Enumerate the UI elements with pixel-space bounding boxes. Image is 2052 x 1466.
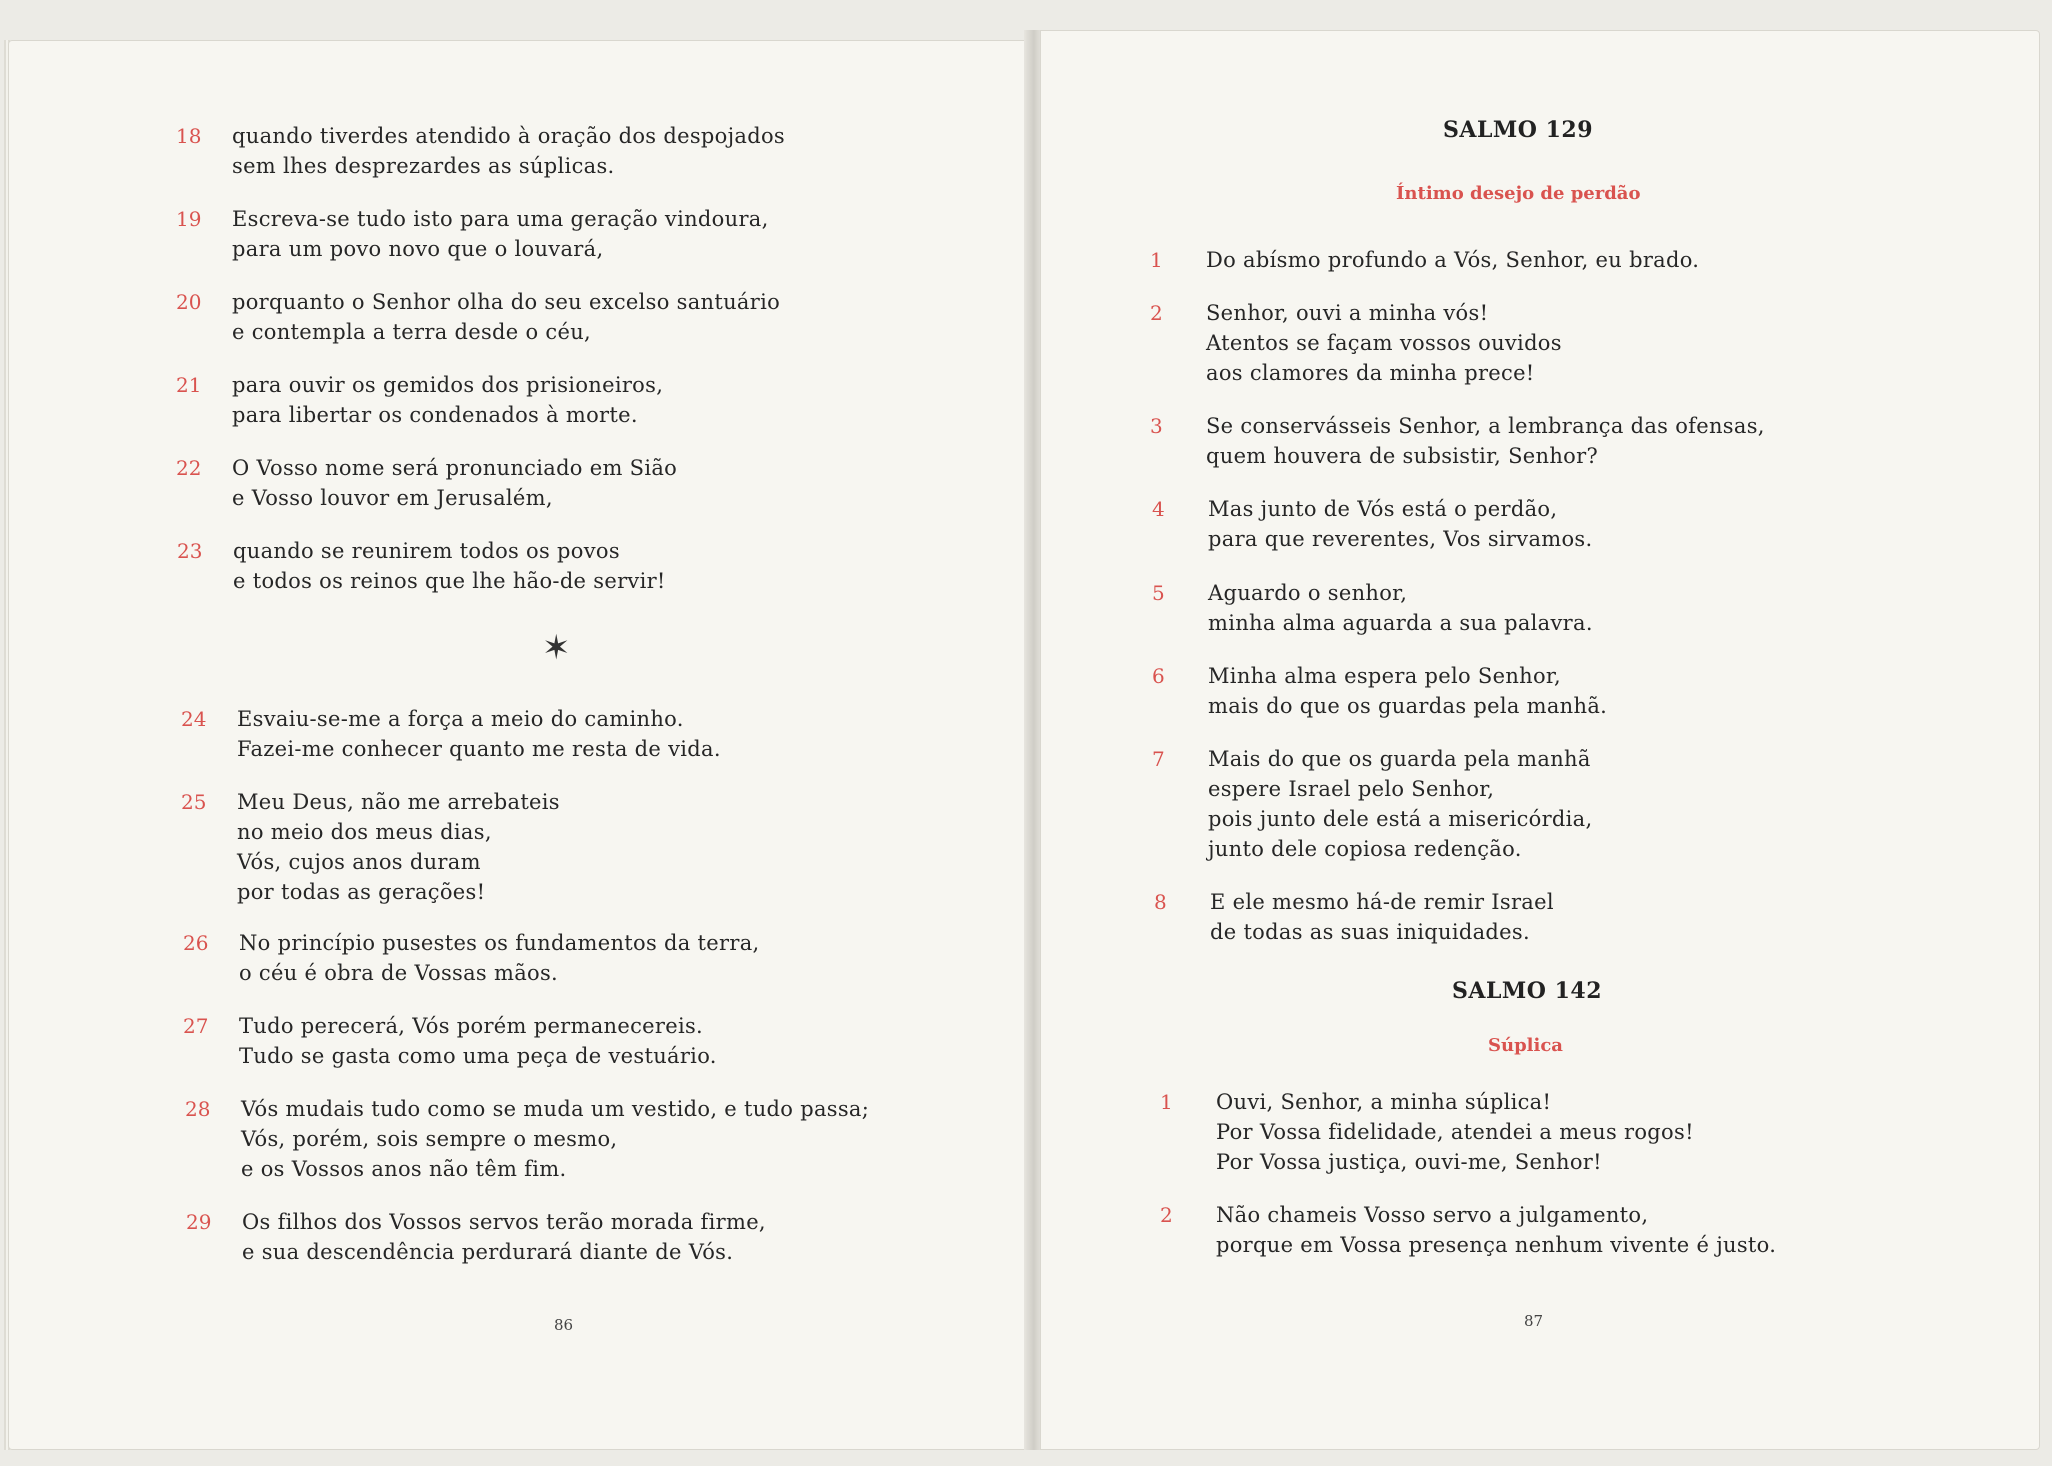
verse (176, 287, 780, 347)
page-number-right: 87 (1524, 1312, 1544, 1330)
verse-line: Por Vossa fidelidade, atendei a meus rogos! (1216, 1120, 1694, 1144)
verse-number: 22 (176, 456, 202, 480)
verse-line: junto dele copiosa redenção. (1208, 837, 1522, 861)
verse-line: quando se reunirem todos os povos (233, 539, 620, 563)
verse (185, 1094, 869, 1184)
verse-line: para que reverentes, Vos sirvamos. (1208, 527, 1593, 551)
verse-line: no meio dos meus dias, (237, 820, 492, 844)
verse-text (232, 204, 769, 264)
verse-line: e sua descendência perdurará diante de Vós. (242, 1240, 734, 1264)
verse-number: 19 (176, 207, 202, 231)
verse-line: Senhor, ouvi a minha vós! (1206, 301, 1489, 325)
verse-line: o céu é obra de Vossas mãos. (239, 961, 559, 985)
verse (181, 704, 721, 764)
verse-line: aos clamores da minha prece! (1206, 361, 1535, 385)
verse-line: Se conservásseis Senhor, a lembrança das ofensas, (1206, 414, 1765, 438)
verse (1152, 661, 1607, 721)
page-number-left: 86 (554, 1316, 574, 1334)
verse-line: Ouvi, Senhor, a minha súplica! (1216, 1090, 1552, 1114)
verse-text (1216, 1087, 1694, 1177)
verse-number: 23 (177, 539, 203, 563)
psalm-129-title: SALMO 129 (1443, 117, 1594, 143)
verse-line: por todas as gerações! (237, 880, 486, 904)
verse (176, 370, 663, 430)
verse (183, 1011, 717, 1071)
verse-text (1210, 887, 1554, 947)
verse-number: 7 (1152, 747, 1165, 771)
psalm-142-subtitle: Súplica (1488, 1035, 1563, 1056)
verse-number: 29 (186, 1210, 212, 1234)
verse-line: porque em Vossa presença nenhum vivente é justo. (1216, 1233, 1777, 1257)
verse-number: 18 (176, 124, 202, 148)
verse-line: para libertar os condenados à morte. (232, 403, 638, 427)
verse-number: 2 (1150, 301, 1163, 325)
verse-text (237, 787, 560, 907)
verse (176, 121, 785, 181)
verse (1150, 411, 1765, 471)
verse-text (232, 121, 785, 181)
verse-text (232, 453, 677, 513)
verse-line: Esvaiu-se-me a força a meio do caminho. (237, 707, 684, 731)
verse-line: Não chameis Vosso servo a julgamento, (1216, 1203, 1649, 1227)
verse-line: e Vosso louvor em Jerusalém, (232, 486, 553, 510)
verse-line: pois junto dele está a misericórdia, (1208, 807, 1593, 831)
verse-line: para um povo novo que o louvará, (232, 237, 604, 261)
verse-number: 3 (1150, 414, 1163, 438)
verse-number: 5 (1152, 581, 1165, 605)
verse-line: Tudo perecerá, Vós porém permanecereis. (239, 1014, 704, 1038)
verse-line: e contempla a terra desde o céu, (232, 320, 592, 344)
verse-line: Por Vossa justiça, ouvi-me, Senhor! (1216, 1150, 1602, 1174)
verse-line: Tudo se gasta como uma peça de vestuário. (239, 1044, 717, 1068)
verse (1152, 494, 1592, 554)
verse (176, 204, 769, 264)
verse-line: Do abísmo profundo a Vós, Senhor, eu brado. (1206, 248, 1700, 272)
verse-line: Vós, cujos anos duram (237, 850, 481, 874)
verse-number: 24 (181, 707, 207, 731)
verse-text (1216, 1200, 1776, 1260)
verse-line: E ele mesmo há-de remir Israel (1210, 890, 1554, 914)
verse-number: 28 (185, 1097, 211, 1121)
verse-text (1206, 298, 1562, 388)
verse-line: porquanto o Senhor olha do seu excelso santuário (232, 290, 781, 314)
psalm-142-title: SALMO 142 (1452, 978, 1603, 1004)
verse-text (233, 536, 666, 596)
verse-line: No princípio pusestes os fundamentos da terra, (239, 931, 760, 955)
verse-line: Vós mudais tudo como se muda um vestido, e tudo passa; (241, 1097, 870, 1121)
verse-text (1208, 494, 1592, 554)
verse-line: O Vosso nome será pronunciado em Sião (232, 456, 678, 480)
verse-line: mais do que os guardas pela manhã. (1208, 694, 1608, 718)
verse-line: minha alma aguarda a sua palavra. (1208, 611, 1593, 635)
verse (1160, 1087, 1694, 1177)
psalm-129-subtitle: Íntimo desejo de perdão (1396, 183, 1641, 204)
verse-line: Fazei-me conhecer quanto me resta de vida. (237, 737, 721, 761)
verse-line: Minha alma espera pelo Senhor, (1208, 664, 1561, 688)
verse (186, 1207, 766, 1267)
verse-text (1206, 411, 1765, 471)
verse-number: 27 (183, 1014, 209, 1038)
verse (177, 536, 666, 596)
verse-number: 2 (1160, 1203, 1173, 1227)
verse (183, 928, 760, 988)
verse-line: espere Israel pelo Senhor, (1208, 777, 1495, 801)
verse-line: de todas as suas iniquidades. (1210, 920, 1530, 944)
verse-line: quem houvera de subsistir, Senhor? (1206, 444, 1599, 468)
verse-line: sem lhes desprezardes as súplicas. (232, 154, 615, 178)
verse (1150, 245, 1699, 275)
verse-number: 1 (1150, 248, 1163, 272)
verse-line: Mais do que os guarda pela manhã (1208, 747, 1591, 771)
verse-text (1208, 661, 1607, 721)
verse-text (1206, 245, 1699, 275)
verse-number: 20 (176, 290, 202, 314)
verse-text (237, 704, 721, 764)
verse-text (232, 287, 780, 347)
verse-line: Aguardo o senhor, (1208, 581, 1408, 605)
verse-line: Meu Deus, não me arrebateis (237, 790, 560, 814)
verse-line: Escreva-se tudo isto para uma geração vindoura, (232, 207, 769, 231)
verse-line: Atentos se façam vossos ouvidos (1206, 331, 1562, 355)
verse-number: 26 (183, 931, 209, 955)
verse (1152, 744, 1592, 864)
verse-text (1208, 744, 1592, 864)
section-separator: ✶ (542, 628, 571, 668)
verse-number: 1 (1160, 1090, 1173, 1114)
verse-number: 6 (1152, 664, 1165, 688)
verse-line: e os Vossos anos não têm fim. (241, 1157, 567, 1181)
verse-line: para ouvir os gemidos dos prisioneiros, (232, 373, 664, 397)
verse-number: 4 (1152, 497, 1165, 521)
verse (176, 453, 677, 513)
verse-line: Vós, porém, sois sempre o mesmo, (241, 1127, 618, 1151)
verse-number: 25 (181, 790, 207, 814)
verse-text (239, 1011, 717, 1071)
verse-line: quando tiverdes atendido à oração dos despojados (232, 124, 785, 148)
verse-line: Os filhos dos Vossos servos terão morada firme, (242, 1210, 766, 1234)
verse-number: 8 (1154, 890, 1167, 914)
verse (1160, 1200, 1776, 1260)
verse-number: 21 (176, 373, 202, 397)
verse (1154, 887, 1554, 947)
verse (1150, 298, 1562, 388)
verse-text (242, 1207, 766, 1267)
verse-text (239, 928, 760, 988)
verse-text (241, 1094, 869, 1184)
verse-line: Mas junto de Vós está o perdão, (1208, 497, 1558, 521)
verse (1152, 578, 1593, 638)
verse-text (232, 370, 663, 430)
verse-text (1208, 578, 1593, 638)
verse (181, 787, 560, 907)
verse-line: e todos os reinos que lhe hão-de servir! (233, 569, 666, 593)
